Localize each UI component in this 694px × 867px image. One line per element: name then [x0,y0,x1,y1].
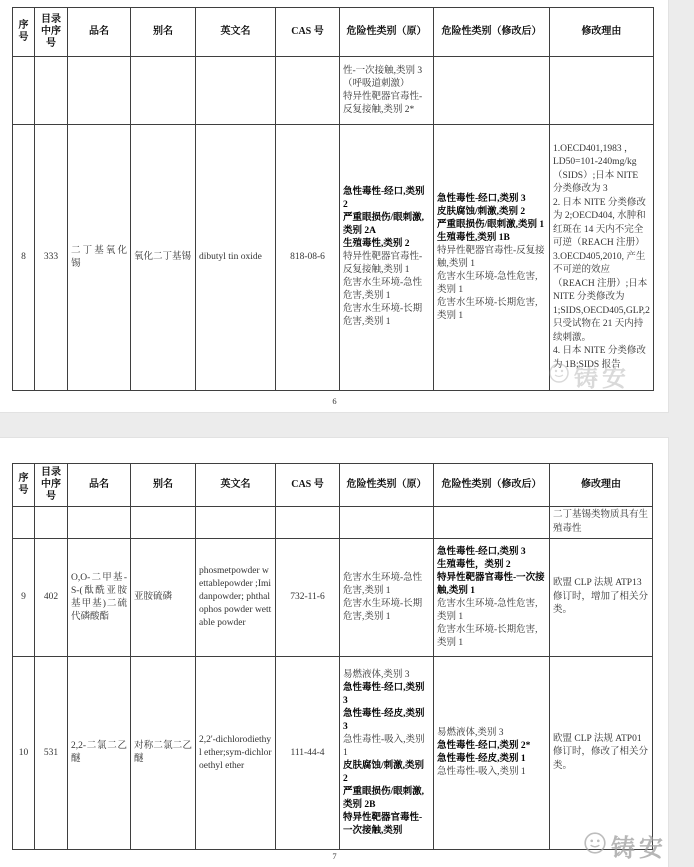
cell-name [68,57,131,125]
cell-reason: 欧盟 CLP 法规 ATP13 修订时，增加了相关分类。 [550,539,653,657]
col-header-alias: 别名 [131,8,196,57]
cell-reason: 二丁基锡类物质具有生殖毒性 [550,507,653,539]
document-page-7 [0,437,669,867]
hazard-table-page-6 [12,7,654,391]
cell-reason [550,57,654,125]
table-row-carryover [13,57,654,125]
cell-alias: 亚胺硫磷 [131,539,196,657]
table-row-10 [13,657,653,850]
col-header-english: 英文名 [196,464,276,507]
cell-seq [13,507,35,539]
cell-english: phosmetpowder wettablepowder ;Imidanpowder; phthalophos powder wettable powder [196,539,276,657]
col-header-hazard-orig: 危险性类别（原） [340,8,434,57]
table-row-8 [13,125,654,391]
col-header-catalog-no: 目录中序号 [35,8,68,57]
col-header-hazard-revised: 危险性类别（修改后） [434,8,550,57]
cell-cas [276,57,340,125]
col-header-catalog-no: 目录中序号 [35,464,68,507]
cell-catalog-no [35,507,68,539]
cell-hazard-revised [434,57,550,125]
cell-cas [276,507,340,539]
cell-reason: 1.OECD401,1983 ，LD50=101-240mg/kg（SIDS）;日本 NITE 分类修改为 3 2. 日本 NITE 分类修改 为 2;OECD404, 水肿和红斑在 14 天内不完全可逆（REACH 注册） 3.OECD405,2010, 产生不可逆的效应（REACH 注册）;日本 NITE 分类修改为 1;SIDS,OECD405,GLP,2 只受试物在 21 天内持续刺激。 4. 日本 NITE 分类修改为 1B;SIDS 报告 [550,125,654,391]
cell-cas: 818-08-6 [276,125,340,391]
cell-seq: 10 [13,657,35,850]
table-header-row [13,8,654,57]
col-header-cas: CAS 号 [276,8,340,57]
hazard-table-page-7 [12,463,653,850]
col-header-cas: CAS 号 [276,464,340,507]
cell-catalog-no: 333 [35,125,68,391]
col-header-alias: 别名 [131,464,196,507]
cell-name: O,O-二甲基-S-(酞酰亚胺基甲基)二硫代磷酸酯 [68,539,131,657]
cell-english [196,57,276,125]
cell-seq: 8 [13,125,35,391]
cell-catalog-no [35,57,68,125]
cell-hazard-revised: 易燃液体,类别 3 急性毒性-经口,类别 2* 急性毒性-经皮,类别 1 急性毒性-吸入,类别 1 [434,657,550,850]
cell-cas: 732-11-6 [276,539,340,657]
cell-catalog-no: 402 [35,539,68,657]
cell-english [196,507,276,539]
cell-hazard-orig: 易燃液体,类别 3 急性毒性-经口,类别 3 急性毒性-经皮,类别 3 急性毒性-吸入,类别 1 皮肤腐蚀/刺激,类别 2 严重眼损伤/眼刺激,类别 2B 特异性靶器官毒性-一次接触,类别 [340,657,434,850]
cell-alias [131,57,196,125]
col-header-name: 品名 [68,464,131,507]
table-row-carryover [13,507,653,539]
cell-name [68,507,131,539]
cell-english: dibutyl tin oxide [196,125,276,391]
col-header-reason: 修改理由 [550,8,654,57]
col-header-hazard-orig: 危险性类别（原） [340,464,434,507]
cell-hazard-revised: 急性毒性-经口,类别 3 生殖毒性，类别 2 特异性靶器官毒性-一次接触,类别 1 危害水生环境-急性危害,类别 1 危害水生环境-长期危害,类别 1 [434,539,550,657]
col-header-name: 品名 [68,8,131,57]
document-page-6 [0,0,669,413]
cell-alias: 对称二氯二乙醚 [131,657,196,850]
col-header-seq: 序号 [13,8,35,57]
cell-alias [131,507,196,539]
page-number: 6 [332,396,337,406]
table-row-9 [13,539,653,657]
page-number: 7 [332,851,337,861]
cell-name: 2,2-二氯二乙醚 [68,657,131,850]
col-header-hazard-revised: 危险性类别（修改后） [434,464,550,507]
col-header-english: 英文名 [196,8,276,57]
cell-catalog-no: 531 [35,657,68,850]
cell-hazard-revised [434,507,550,539]
cell-alias: 氧化二丁基锡 [131,125,196,391]
watermark-label: 铸安 [574,366,630,392]
table-header-row [13,464,653,507]
cell-seq [13,57,35,125]
cell-hazard-revised: 急性毒性-经口,类别 3 皮肤腐蚀/刺激,类别 2 严重眼损伤/眼刺激,类别 1 生殖毒性,类别 1B 特异性靶器官毒性-反复接触,类别 1 危害水生环境-急性危害,类别 1 危害水生环境-长期危害,类别 1 [434,125,550,391]
cell-english: 2,2'-dichlorodiethyl ether;sym-dichloroethyl ether [196,657,276,850]
cell-reason: 欧盟 CLP 法规 ATP01 修订时，修改了相关分类。 [550,657,653,850]
col-header-reason: 修改理由 [550,464,653,507]
cell-name: 二丁基氧化锡 [68,125,131,391]
cell-hazard-orig: 急性毒性-经口,类别 2 严重眼损伤/眼刺激,类别 2A 生殖毒性,类别 2 特异性靶器官毒性-反复接触,类别 1 危害水生环境-急性危害,类别 1 危害水生环境-长期危害,类别 1 [340,125,434,391]
cell-hazard-orig: 危害水生环境-急性危害,类别 1 危害水生环境-长期危害,类别 1 [340,539,434,657]
col-header-seq: 序号 [13,464,35,507]
cell-hazard-orig: 性-一次接触,类别 3（呼吸道刺激） 特异性靶器官毒性-反复接触,类别 2* [340,57,434,125]
cell-hazard-orig [340,507,434,539]
watermark-label: 铸安 [611,836,667,862]
cell-seq: 9 [13,539,35,657]
cell-cas: 111-44-4 [276,657,340,850]
